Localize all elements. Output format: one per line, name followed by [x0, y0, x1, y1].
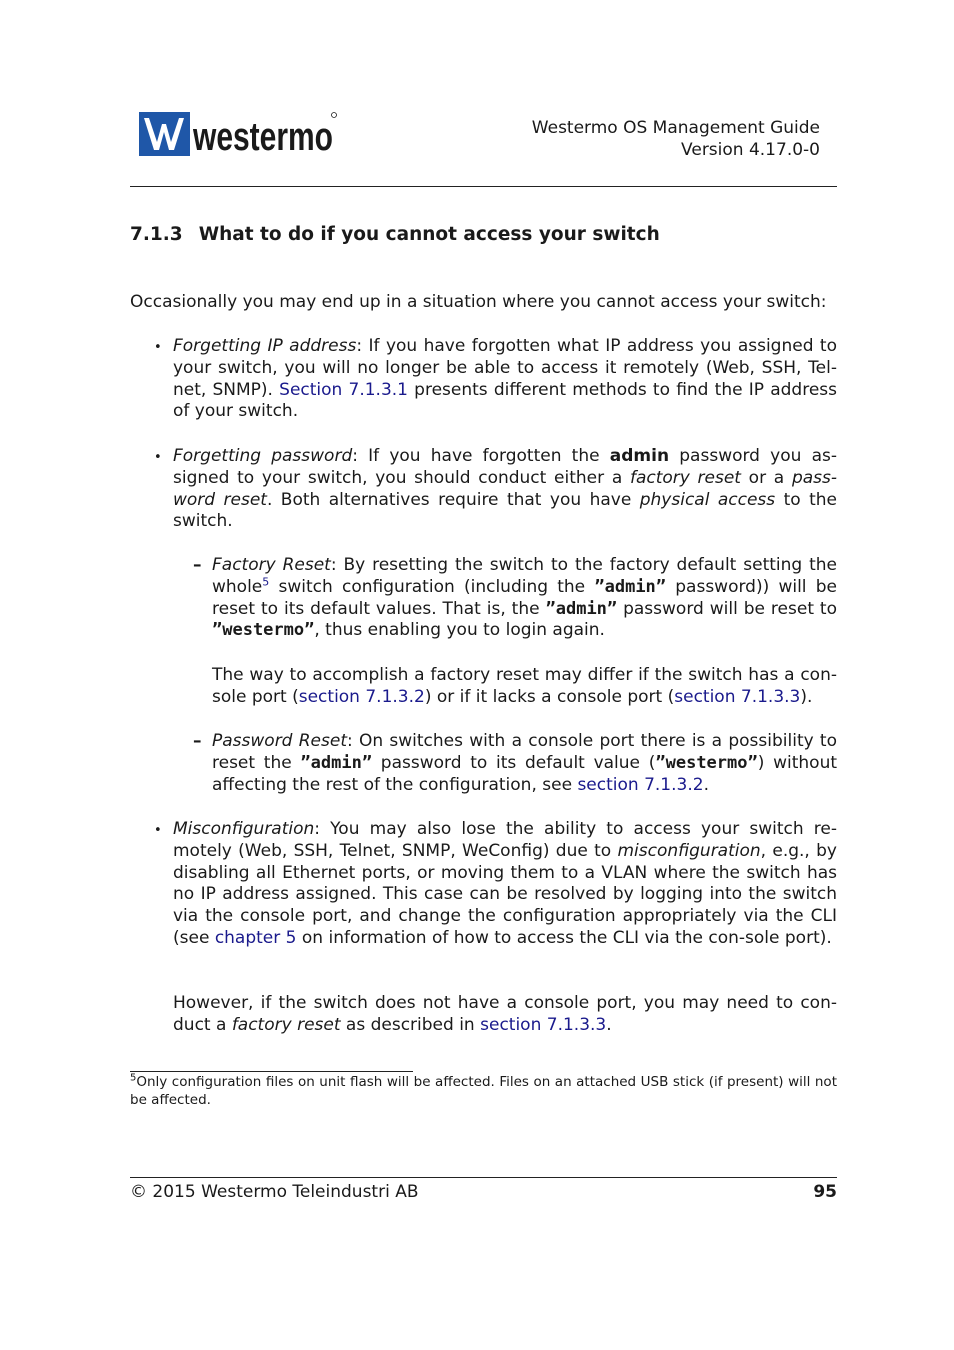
dash-icon: – — [193, 731, 202, 751]
list-item-forgetting-ip — [173, 336, 837, 423]
text: ). — [800, 686, 813, 707]
copyright-text: 2015 Westermo Teleindustri AB — [147, 1182, 419, 1202]
text: password)) will be reset to its default values. That is, the — [212, 576, 837, 619]
footnote — [130, 1073, 837, 1109]
list-item-misconfiguration — [173, 819, 837, 950]
list-item-misconfiguration-p2 — [173, 993, 837, 1037]
footnote-ref[interactable]: 5 — [262, 575, 270, 589]
text: password you as-signed to your switch, you should conduct either a — [173, 446, 837, 488]
footnote-text: Only configuration files on unit flash will be affected. Files on an attached USB stick (if present) will not be affected. — [130, 1074, 837, 1108]
section-link[interactable]: Section 7.1.3.1 — [279, 379, 408, 400]
dash-icon: – — [193, 555, 202, 575]
header-rule — [130, 186, 837, 187]
term: Factory Reset — [212, 555, 331, 575]
text: on information of how to access the CLI via the con-sole port). — [296, 927, 832, 948]
copyright-icon: © — [130, 1182, 147, 1202]
page-number: 95 — [813, 1182, 837, 1202]
chapter-link[interactable]: chapter 5 — [214, 927, 297, 948]
bullet-icon: • — [154, 823, 162, 838]
term: Password Reset — [212, 731, 347, 751]
text: to the switch. — [173, 489, 837, 532]
logo-wordmark: westermo — [192, 115, 333, 159]
password-reset-term: pass-word reset — [173, 467, 837, 510]
section-link[interactable]: section 7.1.3.3 — [480, 1014, 607, 1035]
text: ) or if it lacks a console port ( — [424, 686, 675, 707]
footer-rule — [130, 1177, 837, 1178]
section-heading — [130, 224, 660, 245]
term: Forgetting password — [173, 446, 353, 466]
text: . — [703, 774, 709, 795]
code-admin: ”admin” — [594, 576, 667, 597]
physical-access-term: physical access — [639, 489, 776, 510]
text: : You may also lose the ability to access your switch re-motely (Web, SSH, Telnet, SNMP, WeConfig) due to — [173, 819, 837, 861]
text: : If you have forgotten the — [352, 446, 610, 466]
section-link[interactable]: section 7.1.3.3 — [674, 686, 801, 707]
text: password will be reset to — [617, 598, 837, 619]
code-admin: ”admin” — [545, 598, 618, 619]
subitem-factory-reset — [212, 555, 837, 642]
footnote-rule — [130, 1071, 413, 1072]
text: ) without affecting the rest of the configuration, see — [212, 752, 838, 795]
section-link[interactable]: section 7.1.3.2 — [298, 686, 425, 707]
code-westermo: ”westermo” — [655, 752, 758, 773]
section-number: 7.1.3 — [130, 224, 183, 245]
list-item-forgetting-password — [173, 446, 837, 533]
guide-title: Westermo OS Management Guide — [531, 118, 820, 138]
guide-version: Version 4.17.0-0 — [681, 140, 820, 160]
factory-reset-term: factory reset — [629, 467, 741, 488]
text: presents different methods to find the IP address of your switch. — [173, 379, 837, 422]
text: switch configuration (including the — [269, 576, 595, 597]
text: However, if the switch does not have a console port, you may need to con-duct a — [173, 993, 837, 1035]
code-admin: ”admin” — [300, 752, 373, 773]
term: Forgetting IP address — [173, 336, 357, 356]
section-title: What to do if you cannot access your switch — [198, 224, 660, 245]
bullet-icon: • — [154, 340, 162, 355]
text: password to its default value ( — [372, 752, 656, 773]
code-westermo: ”westermo” — [212, 620, 315, 641]
factory-reset-term: factory reset — [231, 1014, 341, 1035]
footnote-mark: 5 — [130, 1072, 137, 1084]
misconfiguration-term: misconfiguration — [617, 840, 761, 861]
subitem-password-reset — [212, 731, 837, 796]
term: Misconfiguration — [173, 819, 315, 839]
westermo-logo — [139, 110, 339, 158]
text: : On switches with a console port there is a possibility to reset the — [212, 731, 837, 773]
bullet-icon: • — [154, 450, 162, 465]
footer-copyright — [130, 1182, 419, 1202]
document-header — [532, 117, 820, 161]
text: , thus enabling you to login again. — [314, 620, 605, 641]
text: : If you have forgotten what IP address you assigned to your switch, you will no longer be able to access it remotely (Web, SSH, Tel-net, SNMP). — [173, 336, 837, 400]
intro-paragraph: Occasionally you may end up in a situation where you cannot access your switch: — [130, 292, 827, 312]
text: . — [606, 1014, 612, 1035]
text: . Both alternatives require that you have — [266, 489, 640, 510]
text: as described in — [340, 1014, 481, 1035]
text: The way to accomplish a factory reset may differ if the switch has a con-sole port ( — [212, 665, 837, 707]
section-link[interactable]: section 7.1.3.2 — [577, 774, 704, 795]
text: , e.g., by disabling all Ethernet ports, or moving them to a VLAN where the switch has no IP address assigned. This case can be resolved by logging into the switch via the console port, and change the configuration appropriately via the CLI (see — [173, 840, 837, 948]
admin-bold: admin — [609, 446, 670, 466]
text: : By resetting the switch to the factory default setting the whole — [212, 555, 837, 597]
subitem-factory-reset-p2 — [212, 665, 837, 709]
text: or a — [740, 467, 792, 488]
